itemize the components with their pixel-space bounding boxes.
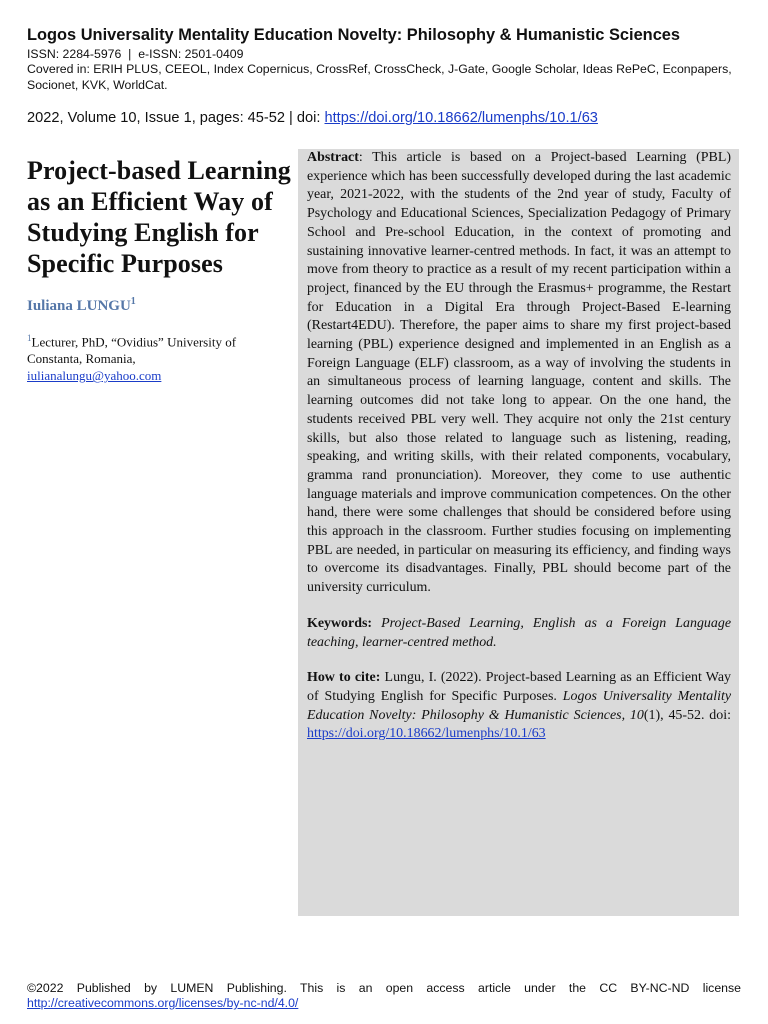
abstract-box <box>298 149 739 916</box>
cite-journal: Logos Universality Mentality Education Novelty: Philosophy & Humanistic Sciences, 10 <box>307 688 732 723</box>
cite-doi-link[interactable]: https://doi.org/10.18662/lumenphs/10.1/63 <box>307 726 546 742</box>
author-superscript: 1 <box>130 296 136 307</box>
keywords-text: Project-Based Learning, English as a Foreign Language teaching, learner-centred method. <box>307 615 732 650</box>
author-name <box>27 296 292 315</box>
affiliation-superscript: 1 <box>27 333 32 343</box>
keywords-label: Keywords: <box>307 615 373 631</box>
author-text: Iuliana LUNGU <box>27 298 131 314</box>
cite-text: Lungu, I. (2022). Project-based Learning as an Efficient Way of Studying English for Specific Purposes. <box>307 670 731 704</box>
issn-line: ISSN: 2284-5976 | e-ISSN: 2501-0409 <box>27 47 244 61</box>
keywords <box>307 615 731 652</box>
author-email-link[interactable]: iulianalungu@yahoo.com <box>27 368 162 384</box>
volume-info: 2022, Volume 10, Issue 1, pages: 45-52 | doi: <box>27 110 325 126</box>
affiliation <box>27 330 292 384</box>
journal-title: Logos Universality Mentality Education Novelty: Philosophy & Humanistic Sciences <box>27 26 681 44</box>
affiliation-text: Lecturer, PhD, “Ovidius” University of Constanta, Romania, <box>27 334 237 367</box>
journal-header <box>27 26 747 93</box>
indexing-list: Covered in: ERIH PLUS, CEEOL, Index Copernicus, CrossRef, CrossCheck, J-Gate, Google Scholar, Ideas RePeC, Econpapers, Socionet, KVK, WorldCat. <box>27 62 732 92</box>
title-block <box>27 155 292 384</box>
cite-label: How to cite: <box>307 670 381 686</box>
volume-line <box>27 110 598 126</box>
cite-issue: (1), 45-52. doi: <box>643 707 731 723</box>
abstract-text: : This article is based on a Project-based Learning (PBL) experience which has been successfully developed during the last academic year, 2021-2022, with the students of the 2nd year of study, Faculty of Psychology and Educational Sciences, Specialization Pedagogy of Primary School and Pre-school Education, in the context of promoting and sustaining innovative learner-centred methods. In fact, it was an attempt to move from theory to practice as a result of my recent participation within a project, financed by the EU through the Erasmus+ programme, the Restart for Education in a Digital Era through Project-Based E-learning (Restart4EDU). Therefore, the paper aims to share my first project-based learning (PBL) experience designed and implemented in an English as a Foreign Language (ELF) classroom, as a way of involving the students in an simultaneous process of learning language, content and skills. The learning outcomes did not take long to appear. On the one hand, the students received PBL very well. They acquire not only the 21st century skills, but also those related to language such as listening, reading, speaking, and writing skills, with their related components, vocabulary, gramma rand pronunciation). Moreover, they come to use authentic language materials and improve communication competences. On the other hand, there were some challenges that should be considered before using this approach in the classroom. Further studies focusing on implementing PBL are needed, in particular on measuring its efficiency, and finding ways to overcome its disadvantages. Finally, PBL should become part of the university curriculum. <box>307 150 731 596</box>
license-notice: ©2022 Published by LUMEN Publishing. This is an open access article under the CC BY-NC-ND license <box>27 981 741 995</box>
license-link[interactable]: http://creativecommons.org/licenses/by-nc-nd/4.0/ <box>27 996 299 1010</box>
abstract-label: Abstract <box>307 150 359 165</box>
abstract <box>307 149 731 598</box>
how-to-cite <box>307 669 731 744</box>
doi-link[interactable]: https://doi.org/10.18662/lumenphs/10.1/63 <box>324 110 598 126</box>
article-title: Project-based Learning as an Efficient Way of Studying English for Specific Purposes <box>27 156 291 278</box>
